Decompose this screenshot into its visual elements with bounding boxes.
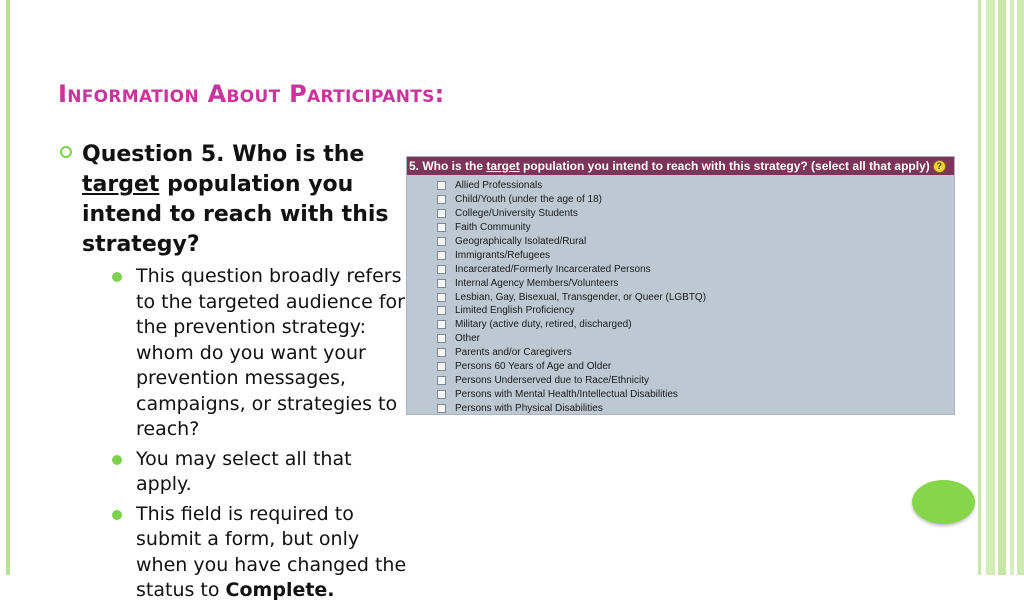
right-border-stripe	[1017, 0, 1024, 575]
option-checkbox[interactable]	[437, 348, 446, 357]
option-item[interactable]	[437, 401, 954, 415]
option-item[interactable]	[437, 276, 954, 290]
option-label: Allied Professionals	[455, 180, 543, 192]
help-icon[interactable]: ?	[933, 160, 946, 173]
option-checkbox[interactable]	[437, 223, 446, 232]
sub-bullet	[112, 447, 408, 498]
option-checkbox[interactable]	[437, 334, 446, 343]
option-item[interactable]	[437, 360, 954, 374]
sub-bullet	[112, 502, 408, 604]
question-prefix: Question 5. Who is the	[82, 142, 365, 167]
option-label: Lesbian, Gay, Bisexual, Transgender, or Queer (LGBTQ)	[455, 291, 707, 303]
option-checkbox[interactable]	[437, 265, 446, 274]
option-label: Geographically Isolated/Rural	[455, 236, 587, 247]
option-checkbox[interactable]	[437, 306, 446, 315]
sub-bullet-text: This field is required to submit a form, but only when you have changed the status to	[136, 502, 407, 601]
question-bullet	[58, 140, 408, 604]
question-text	[82, 140, 408, 260]
option-checkbox[interactable]	[437, 293, 446, 302]
option-label: Internal Agency Members/Volunteers	[455, 277, 619, 289]
option-item[interactable]	[437, 346, 954, 360]
option-item[interactable]	[437, 262, 954, 276]
option-label: Parents and/or Caregivers	[455, 347, 572, 359]
option-label: Persons Underserved due to Race/Ethnicity	[455, 374, 649, 386]
right-border-stripe	[998, 0, 1006, 575]
sub-bullet-bold: Complete.	[225, 579, 335, 601]
form-screenshot	[406, 156, 955, 415]
sub-bullet-list	[112, 264, 408, 604]
option-item[interactable]	[437, 193, 954, 207]
option-checkbox[interactable]	[437, 362, 446, 371]
form-header-keyword: target	[486, 159, 520, 173]
form-question-header	[407, 157, 954, 175]
sub-bullet	[112, 264, 408, 443]
left-border-stripe	[6, 0, 10, 575]
option-label: Military (active duty, retired, discharged)	[455, 319, 632, 331]
option-item[interactable]	[437, 373, 954, 387]
option-label: Limited English Proficiency	[455, 305, 575, 317]
right-border-stripe	[1010, 0, 1014, 575]
sub-bullet-text: You may select all that apply.	[136, 447, 352, 495]
sub-bullet-text: This question broadly refers to the targeted audience for the prevention strategy: whom do you want your prevention messages, campaigns, or strategies to reach?	[136, 265, 405, 440]
option-checkbox[interactable]	[437, 376, 446, 385]
option-checkbox[interactable]	[437, 237, 446, 246]
option-label: Persons 60 Years of Age and Older	[455, 361, 612, 373]
options-list	[437, 179, 954, 415]
option-item[interactable]	[437, 387, 954, 401]
form-header-suffix: population you intend to reach with this strategy? (select all that apply)	[519, 159, 930, 173]
option-checkbox[interactable]	[437, 279, 446, 288]
option-item[interactable]	[437, 235, 954, 249]
form-header-prefix: 5. Who is the	[409, 159, 487, 173]
right-border-stripe	[986, 0, 995, 575]
option-item[interactable]	[437, 207, 954, 221]
option-label: Child/Youth (under the age of 18)	[455, 194, 602, 206]
question-keyword: target	[82, 172, 160, 197]
dot-bullet-icon	[112, 510, 122, 520]
option-checkbox[interactable]	[437, 209, 446, 218]
option-checkbox[interactable]	[437, 195, 446, 204]
ring-bullet-icon	[60, 146, 72, 158]
slide-content	[58, 140, 408, 608]
option-label: College/University Students	[455, 208, 578, 220]
option-checkbox[interactable]	[437, 404, 446, 413]
green-circle-button[interactable]	[912, 480, 975, 524]
option-item[interactable]	[437, 179, 954, 193]
option-checkbox[interactable]	[437, 181, 446, 190]
option-item[interactable]	[437, 221, 954, 235]
option-checkbox[interactable]	[437, 251, 446, 260]
option-checkbox[interactable]	[437, 390, 446, 399]
slide-title: Information About Participants:	[58, 80, 445, 108]
option-item[interactable]	[437, 332, 954, 346]
option-label: Immigrants/Refugees	[455, 249, 551, 261]
option-label: Persons with Mental Health/Intellectual Disabilities	[455, 388, 678, 400]
option-label: Faith Community	[455, 222, 531, 234]
right-border-stripe	[978, 0, 981, 575]
dot-bullet-icon	[112, 272, 122, 282]
option-item[interactable]	[437, 318, 954, 332]
option-label: Other	[455, 333, 481, 345]
option-label: Persons with Physical Disabilities	[455, 402, 603, 414]
option-checkbox[interactable]	[437, 320, 446, 329]
dot-bullet-icon	[112, 455, 122, 465]
option-item[interactable]	[437, 304, 954, 318]
question-suffix: population you intend to reach with this strategy?	[82, 172, 389, 257]
option-item[interactable]	[437, 248, 954, 262]
option-label: Incarcerated/Formerly Incarcerated Persons	[455, 263, 651, 275]
option-item[interactable]	[437, 290, 954, 304]
